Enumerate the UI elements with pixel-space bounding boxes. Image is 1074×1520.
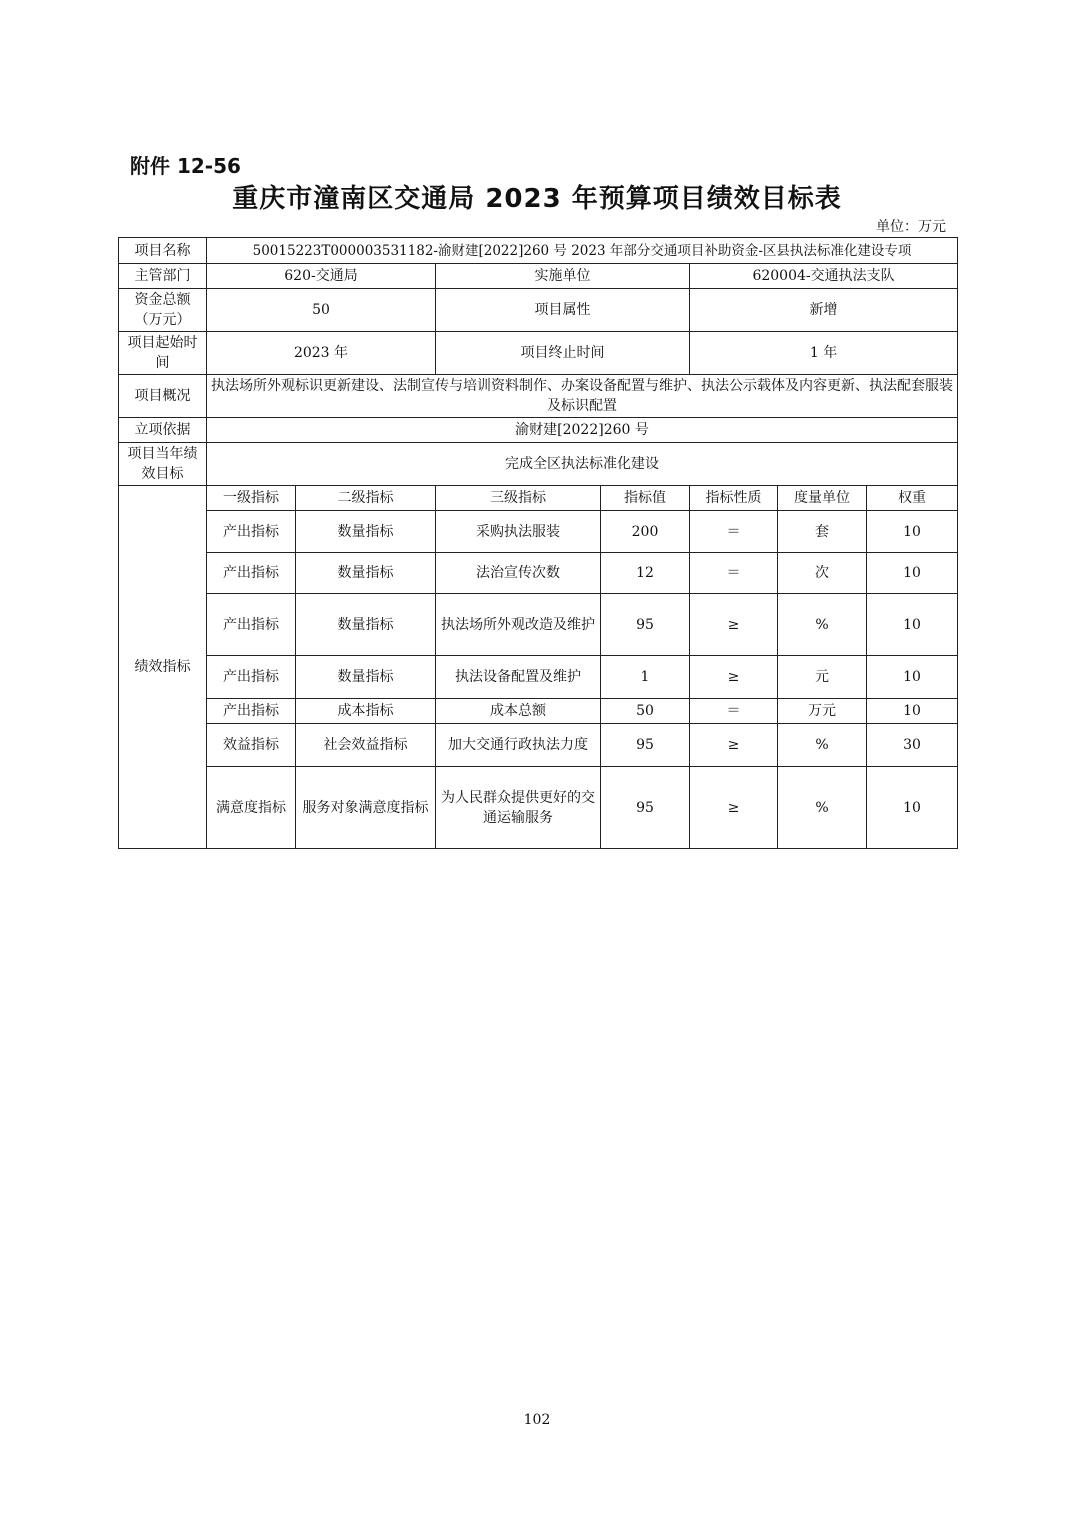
impl-unit-value: 620004-交通执法支队 (690, 264, 958, 289)
weight-cell: 10 (867, 767, 958, 849)
value-cell: 95 (601, 724, 690, 767)
level3-cell: 成本总额 (436, 699, 601, 724)
level1-cell: 产出指标 (207, 553, 296, 594)
level2-cell: 数量指标 (296, 594, 436, 656)
fund-value: 50 (207, 289, 436, 332)
nature-cell: ＝ (690, 553, 778, 594)
header-level1: 一级指标 (207, 486, 296, 511)
row-project-name (119, 238, 958, 264)
dept-label: 主管部门 (119, 264, 207, 289)
fund-label: 资金总额（万元） (119, 289, 207, 332)
attachment-label: 附件 12-56 (130, 154, 241, 178)
level1-cell: 产出指标 (207, 656, 296, 699)
overview-label: 项目概况 (119, 375, 207, 418)
nature-cell: ≥ (690, 767, 778, 849)
indicator-header-row (119, 486, 958, 511)
header-weight: 权重 (867, 486, 958, 511)
value-cell: 12 (601, 553, 690, 594)
end-value: 1 年 (690, 332, 958, 375)
header-nature: 指标性质 (690, 486, 778, 511)
performance-target-table (118, 237, 958, 849)
indicator-row (119, 511, 958, 553)
value-cell: 95 (601, 767, 690, 849)
row-basis (119, 418, 958, 443)
row-time (119, 332, 958, 375)
end-label: 项目终止时间 (436, 332, 690, 375)
nature-cell: ≥ (690, 594, 778, 656)
indicator-row (119, 767, 958, 849)
indicator-row (119, 594, 958, 656)
header-value: 指标值 (601, 486, 690, 511)
header-level2: 二级指标 (296, 486, 436, 511)
unit-cell: % (778, 767, 867, 849)
start-label: 项目起始时间 (119, 332, 207, 375)
unit-cell: 次 (778, 553, 867, 594)
level2-cell: 服务对象满意度指标 (296, 767, 436, 849)
level3-cell: 采购执法服装 (436, 511, 601, 553)
nature-cell: ＝ (690, 699, 778, 724)
row-overview (119, 375, 958, 418)
indicator-row (119, 553, 958, 594)
goal-value: 完成全区执法标准化建设 (207, 443, 958, 486)
unit-cell: 万元 (778, 699, 867, 724)
unit-cell: 套 (778, 511, 867, 553)
unit-cell: % (778, 724, 867, 767)
level3-cell: 加大交通行政执法力度 (436, 724, 601, 767)
project-name-label: 项目名称 (119, 238, 207, 264)
level3-cell: 为人民群众提供更好的交通运输服务 (436, 767, 601, 849)
weight-cell: 10 (867, 511, 958, 553)
dept-value: 620-交通局 (207, 264, 436, 289)
level1-cell: 满意度指标 (207, 767, 296, 849)
indicator-row (119, 656, 958, 699)
weight-cell: 10 (867, 656, 958, 699)
unit-cell: % (778, 594, 867, 656)
row-dept (119, 264, 958, 289)
weight-cell: 10 (867, 553, 958, 594)
level2-cell: 社会效益指标 (296, 724, 436, 767)
level1-cell: 效益指标 (207, 724, 296, 767)
overview-value: 执法场所外观标识更新建设、法制宣传与培训资料制作、办案设备配置与维护、执法公示载体及内容更新、执法配套服装及标识配置 (207, 375, 958, 418)
level2-cell: 数量指标 (296, 656, 436, 699)
weight-cell: 10 (867, 594, 958, 656)
value-cell: 1 (601, 656, 690, 699)
nature-cell: ≥ (690, 724, 778, 767)
attr-label: 项目属性 (436, 289, 690, 332)
level1-cell: 产出指标 (207, 511, 296, 553)
header-unit: 度量单位 (778, 486, 867, 511)
project-name-value: 50015223T000003531182-渝财建[2022]260 号 2023 年部分交通项目补助资金-区县执法标准化建设专项 (207, 238, 958, 264)
weight-cell: 10 (867, 699, 958, 724)
basis-value: 渝财建[2022]260 号 (207, 418, 958, 443)
unit-cell: 元 (778, 656, 867, 699)
level3-cell: 法治宣传次数 (436, 553, 601, 594)
level1-cell: 产出指标 (207, 594, 296, 656)
nature-cell: ＝ (690, 511, 778, 553)
level2-cell: 成本指标 (296, 699, 436, 724)
indicator-section-label: 绩效指标 (119, 486, 207, 849)
goal-label: 项目当年绩效目标 (119, 443, 207, 486)
indicator-row (119, 699, 958, 724)
header-level3: 三级指标 (436, 486, 601, 511)
impl-unit-label: 实施单位 (436, 264, 690, 289)
attr-value: 新增 (690, 289, 958, 332)
value-cell: 50 (601, 699, 690, 724)
unit-label: 单位：万元 (876, 219, 946, 235)
page-title: 重庆市潼南区交通局 2023 年预算项目绩效目标表 (232, 184, 842, 214)
level2-cell: 数量指标 (296, 553, 436, 594)
row-goal (119, 443, 958, 486)
basis-label: 立项依据 (119, 418, 207, 443)
page-number: 102 (523, 1412, 551, 1428)
row-fund (119, 289, 958, 332)
level3-cell: 执法设备配置及维护 (436, 656, 601, 699)
nature-cell: ≥ (690, 656, 778, 699)
level2-cell: 数量指标 (296, 511, 436, 553)
value-cell: 95 (601, 594, 690, 656)
weight-cell: 30 (867, 724, 958, 767)
value-cell: 200 (601, 511, 690, 553)
indicator-row (119, 724, 958, 767)
level3-cell: 执法场所外观改造及维护 (436, 594, 601, 656)
start-value: 2023 年 (207, 332, 436, 375)
level1-cell: 产出指标 (207, 699, 296, 724)
